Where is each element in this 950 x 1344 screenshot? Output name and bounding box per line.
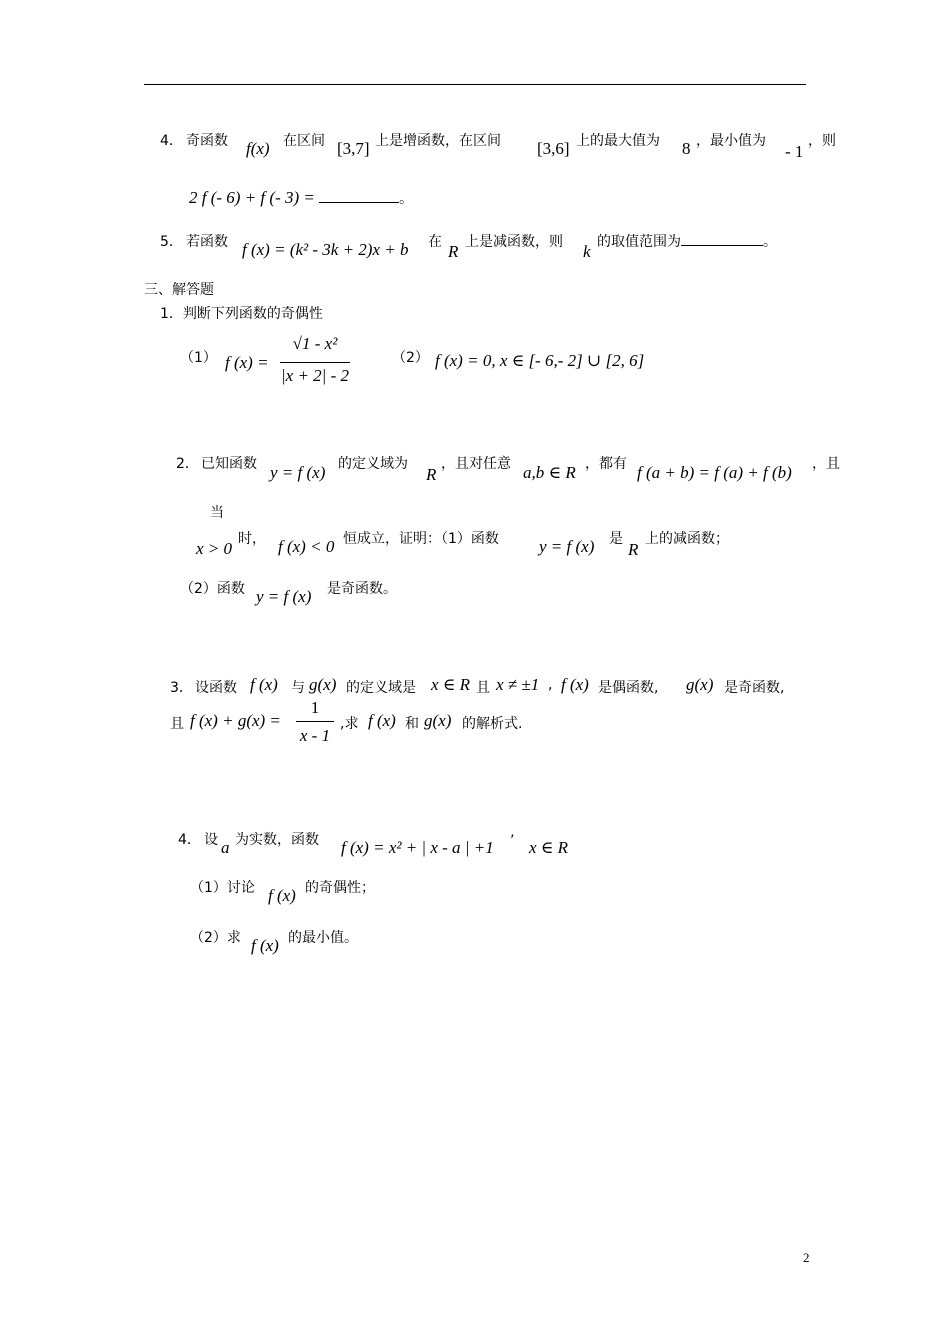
p2-R-2: R: [628, 540, 639, 559]
q4-text-3: 上是增函数，在区间: [375, 133, 501, 149]
p4-xR: x ∈ R: [529, 838, 569, 857]
q5-R: R: [448, 242, 459, 261]
q4-min-value: - 1: [785, 142, 804, 161]
q4-max-value: 8: [682, 139, 691, 158]
p2-text-2: 的定义域为: [338, 456, 408, 472]
p3-fraction-bar: [296, 721, 334, 722]
p2-equation: f (a + b) = f (a) + f (b): [637, 463, 792, 482]
q4-text-4: 上的最大值为: [576, 133, 660, 149]
q5-text-4-label: 的取值范围为: [597, 234, 681, 250]
p3-text-10: 和: [405, 716, 419, 732]
p2-yfx: y = f (x): [270, 463, 326, 482]
p2-f-negative: f (x) < 0: [278, 537, 335, 556]
p2-text-7: 恒成立，证明：（1）函数: [343, 531, 499, 547]
q5-text-2: 在: [428, 234, 442, 250]
p4-number: 4．: [178, 832, 201, 848]
p2-dang: 当: [210, 505, 224, 521]
p1-label-2: （2）: [392, 350, 429, 366]
p3-text-8: 且: [170, 716, 184, 732]
q4-expression-line: [189, 188, 413, 208]
q4-text-1: 奇函数: [186, 133, 228, 149]
q5-number: 5．: [160, 234, 183, 250]
p2-text-3: ，且对任意: [441, 456, 511, 472]
p4-text-2: 为实数，函数: [235, 832, 319, 848]
q4-text-6: ，则: [808, 133, 836, 149]
p3-gx-3: g(x): [424, 711, 452, 730]
header-rule: [144, 84, 806, 85]
q5-end: 。: [763, 234, 777, 250]
p4-a: a: [221, 838, 230, 857]
p2-yfx-2: y = f (x): [539, 537, 595, 556]
p3-text-2: 与: [291, 680, 305, 696]
p3-denominator: x - 1: [299, 726, 331, 745]
p2-text-1: 已知函数: [201, 456, 257, 472]
p4-fx-2: f (x): [251, 936, 279, 955]
p1-expression-2: f (x) = 0, x ∈ [- 6,- 2] ∪ [2, 6]: [435, 351, 645, 370]
p3-fraction-numerator: [296, 698, 334, 718]
p2-text-6: 时，: [238, 531, 266, 547]
p3-gx-2: g(x): [686, 675, 714, 694]
p2-text-9: 上的减函数；: [645, 531, 729, 547]
p4-fx-1: f (x): [268, 886, 296, 905]
p3-fraction-denominator: [294, 726, 336, 746]
p3-fx-3: f (x): [368, 711, 396, 730]
p1-denominator: |x + 2| - 2: [280, 366, 350, 385]
p2-text-5: ，且: [812, 456, 840, 472]
q5-expression: f (x) = (k² - 3k + 2)x + b: [242, 240, 409, 259]
q4-interval-1: [3,7]: [337, 139, 370, 158]
p3-fx: f (x): [250, 675, 278, 694]
p3-text-1: 设函数: [195, 680, 237, 696]
p3-x-ne: x ≠ ±1: [496, 675, 540, 694]
p3-text-9: ,求: [340, 716, 359, 732]
q5-answer-blank: [681, 233, 763, 246]
p4-expression: f (x) = x² + | x - a | +1: [341, 838, 494, 857]
p4-sub-2: （2）求: [190, 930, 241, 946]
p1-fraction-bar: [280, 362, 350, 363]
p2-R: R: [426, 465, 437, 484]
p2-text-10: （2）函数: [180, 581, 245, 597]
section-heading: 三、解答题: [144, 282, 214, 298]
p2-ab: a,b ∈ R: [523, 463, 576, 482]
p1-fraction-denominator: [278, 366, 352, 386]
p2-text-4: ，都有: [585, 456, 627, 472]
q4-text-2: 在区间: [283, 133, 325, 149]
p4-sub-1: （1）讨论: [190, 880, 255, 896]
q4-expression: 2 f (- 6) + f (- 3) =: [189, 188, 315, 207]
q4-end: 。: [399, 191, 414, 207]
p4-sub-1-tail: 的奇偶性；: [305, 880, 375, 896]
q4-text-5: ，最小值为: [696, 133, 766, 149]
p3-numerator: 1: [310, 698, 320, 717]
q4-answer-blank: [319, 190, 399, 203]
p1-label-1: （1）: [180, 350, 217, 366]
p1-fraction-numerator: [280, 334, 350, 354]
p3-text-7: 是奇函数,: [724, 680, 785, 696]
q5-text-1: 若函数: [186, 234, 228, 250]
q4-interval-2: [3,6]: [537, 139, 570, 158]
p4-sub-2-tail: 的最小值。: [288, 930, 358, 946]
p1-title: 1．判断下列函数的奇偶性: [160, 306, 323, 322]
p2-yfx-3: y = f (x): [256, 587, 312, 606]
p3-text-4: 且: [476, 680, 490, 696]
p3-fx-2: f (x): [561, 675, 589, 694]
p1-numerator: √1 - x²: [292, 334, 338, 353]
p3-xR: x ∈ R: [431, 675, 471, 694]
p3-text-11: 的解析式.: [462, 716, 523, 732]
page-number: 2: [803, 1250, 810, 1265]
p2-text-11: 是奇函数。: [327, 581, 397, 597]
p3-gx: g(x): [309, 675, 337, 694]
p4-text-3: ’: [510, 833, 515, 849]
q5-k: k: [583, 242, 591, 261]
p3-number: 3．: [170, 680, 193, 696]
p2-number: 2．: [176, 456, 199, 472]
p4-text-1: 设: [204, 832, 218, 848]
p3-text-3: 的定义域是: [346, 680, 416, 696]
q4-number: 4．: [160, 133, 183, 149]
p3-lhs: f (x) + g(x) =: [190, 711, 281, 730]
p3-text-6: 是偶函数,: [598, 680, 659, 696]
p3-text-5: ,: [548, 677, 553, 693]
p2-text-8: 是: [609, 531, 623, 547]
p1-lhs-1: f (x) =: [225, 353, 269, 372]
p2-x-positive: x > 0: [196, 539, 233, 558]
q5-text-4: [597, 231, 777, 251]
q4-fx: f(x): [246, 139, 270, 158]
q5-text-3: 上是减函数，则: [465, 234, 563, 250]
